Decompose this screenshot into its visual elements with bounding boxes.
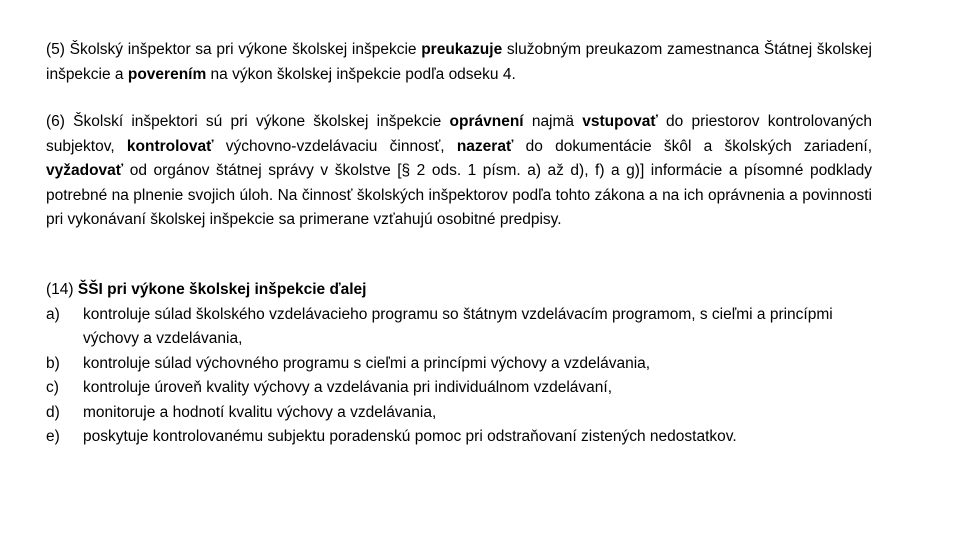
p6-text-3: do priestorov kontrolovaných subjektov, <box>46 113 872 155</box>
list-item-text: poskytuje kontrolovanému subjektu poradenskú pomoc pri odstraňovaní zistených nedostatkov. <box>83 428 737 445</box>
list-item-text: kontroluje súlad výchovného programu s cieľmi a princípmi výchovy a vzdelávania, <box>83 354 651 372</box>
list-item <box>46 401 872 426</box>
list-marker: d) <box>46 403 60 421</box>
list-marker: e) <box>46 428 60 445</box>
paragraph-5 <box>46 38 872 87</box>
list-item <box>46 376 872 401</box>
p5-text-1: (5) Školský inšpektor sa pri výkone školskej inšpekcie <box>46 41 422 58</box>
p14-lead: (14) <box>46 281 78 298</box>
p14-list <box>46 303 872 450</box>
list-item <box>46 425 872 450</box>
p5-bold-2: poverením <box>127 65 207 83</box>
paragraph-14-heading <box>46 278 872 303</box>
p6-bold-3: kontrolovať <box>126 137 214 155</box>
list-marker: b) <box>46 354 60 372</box>
list-item <box>46 352 872 377</box>
paragraph-6 <box>46 110 872 233</box>
list-item-text: kontroluje úroveň kvality výchovy a vzdelávania pri individuálnom vzdelávaní, <box>83 379 612 396</box>
p6-text-1: (6) Školskí inšpektori sú pri výkone školskej inšpekcie <box>46 113 450 130</box>
p14-heading-text: ŠŠI pri výkone školskej inšpekcie ďalej <box>77 281 367 298</box>
p6-text-5: do dokumentácie škôl a školských zariadení, <box>513 137 872 155</box>
p5-text-3: na výkon školskej inšpekcie podľa odseku 4. <box>206 65 516 83</box>
p6-bold-1: oprávnení <box>449 113 524 130</box>
list-item <box>46 303 872 352</box>
list-marker: c) <box>46 379 59 396</box>
p5-bold-1: preukazuje <box>421 41 503 58</box>
p6-text-2: najmä <box>523 113 583 130</box>
p5-text-2: služobným preukazom zamestnanca Štátnej školskej inšpekcie a <box>46 41 872 83</box>
p6-bold-2: vstupovať <box>582 113 658 130</box>
p6-text-4: výchovno-vzdelávaciu činnosť, <box>213 137 457 155</box>
p6-bold-4: nazerať <box>456 137 514 155</box>
list-item-text: kontroluje súlad školského vzdelávacieho programu so štátnym vzdelávacím programom, s cieľmi a princípmi výchovy a vzdelávania, <box>83 305 833 347</box>
paragraph-14 <box>46 278 872 450</box>
list-item-text: monitoruje a hodnotí kvalitu výchovy a vzdelávania, <box>83 403 437 421</box>
p6-text-6: od orgánov štátnej správy v školstve [§ 2 ods. 1 písm. a) až d), f) a g)] informácie a písomné podklady potrebné na plnenie svojich úloh. Na činnosť školských inšpektorov podľa tohto zákona a na ich oprávnenia a povinnosti pri vykonávaní školskej inšpekcie sa primerane vzťahujú osobitné predpisy. <box>46 162 872 228</box>
list-marker: a) <box>46 305 60 323</box>
p6-bold-5: vyžadovať <box>46 162 124 179</box>
